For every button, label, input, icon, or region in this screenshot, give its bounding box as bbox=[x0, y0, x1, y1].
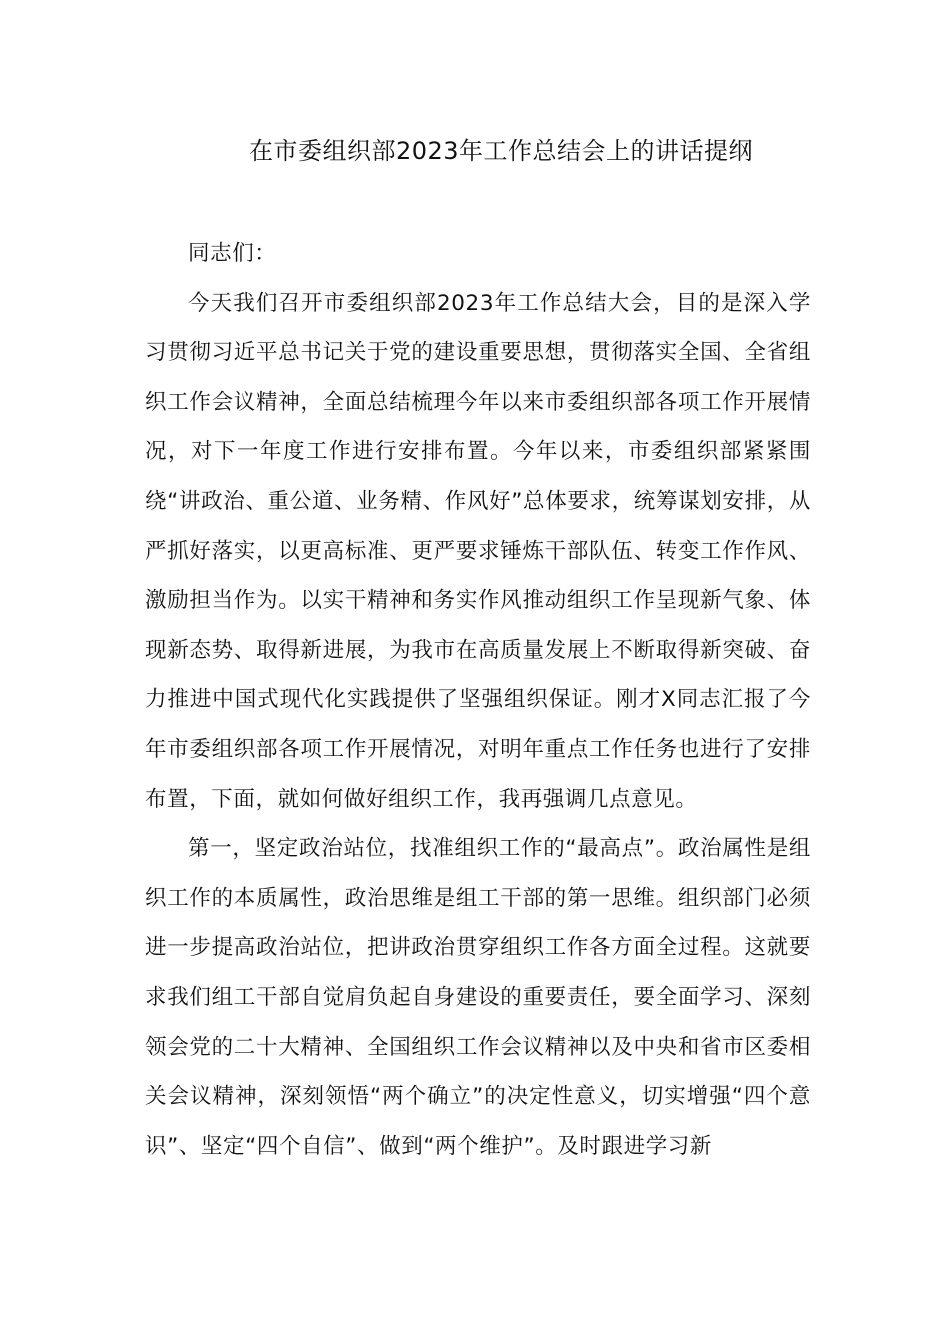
paragraph-first-point: 第一，坚定政治站位，找准组织工作的“最高点”。政治属性是组织工作的本质属性，政治思维是组工干部的第一思维。组织部门必须进一步提高政治站位，把讲政治贯穿组织工作各方面全过程。这就要求我们组工干部自觉肩负起自身建设的重要责任，要全面学习、深刻领会党的二十大精神、全国组织工作会议精神以及中央和省市区委相关会议精神，深刻领悟“两个确立”的决定性意义，切实增强“四个意识”、坚定“四个自信”、做到“两个维护”。及时跟进学习新 bbox=[145, 836, 811, 1159]
paragraph-intro: 今天我们召开市委组织部2023年工作总结大会，目的是深入学习贯彻习近平总书记关于党的建设重要思想，贯彻落实全国、全省组织工作会议精神，全面总结梳理今年以来市委组织部各项工作开展情况，对下一年度工作进行安排布置。今年以来，市委组织部紧紧围绕“讲政治、重公道、业务精、作风好”总体要求，统筹谋划安排，从严抓好落实，以更高标准、更严要求锤炼干部队伍、转变工作作风、激励担当作为。以实干精神和务实作风推动组织工作呈现新气象、体现新态势、取得新进展，为我市在高质量发展上不断取得新突破、奋力推进中国式现代化实践提供了坚强组织保证。刚才X同志汇报了今年市委组织部各项工作开展情况，对明年重点工作任务也进行了安排布置，下面，就如何做好组织工作，我再强调几点意见。 bbox=[145, 290, 811, 812]
document-title: 在市委组织部2023年工作总结会上的讲话提纲 bbox=[248, 137, 754, 165]
document-body bbox=[145, 229, 811, 1171]
salutation: 同志们： bbox=[188, 241, 277, 266]
